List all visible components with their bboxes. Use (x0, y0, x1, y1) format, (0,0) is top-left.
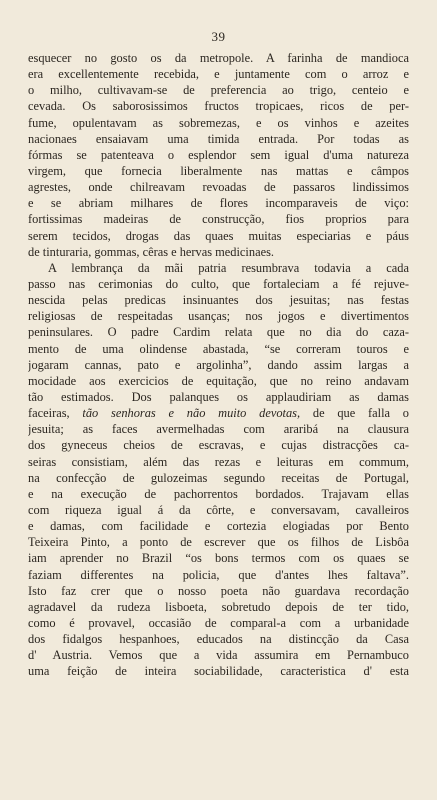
line-start: faceiras, (28, 406, 70, 421)
text-line: fume, opulentavam as sobremezas, e os vinhos e azeites (28, 115, 409, 130)
text-line: Teixeira Pinto, a ponto de escrever que os filhos de Lisbôa (28, 535, 409, 550)
body-text (28, 50, 409, 679)
text-line-with-italic (28, 405, 409, 421)
text-line: e se abriam milhares de flores incomparaveis de viço: (28, 196, 409, 211)
text-line: fortissimas madeiras de construcção, fios proprios para (28, 212, 409, 227)
text-line: virgem, que fornecia liberalmente nas mattas e câmpos (28, 163, 409, 178)
text-line: faziam differentes na policia, que d'antes lhes faltava”. (28, 567, 409, 582)
line-end: de que falla o (312, 406, 409, 421)
text-line: dos fidalgos hespanhoes, educados na distincção da Casa (28, 632, 409, 647)
text-line: agrestes, onde chilreavam revoadas de passaros lindissimos (28, 180, 409, 195)
text-line: religiosas de respeitadas usanças; nos jogos e divertimentos (28, 309, 409, 324)
text-line: e damas, com facilidade e cortezia elogiadas por Bento (28, 519, 409, 534)
text-line: Isto faz crer que o nosso poeta não guardava recordação (28, 583, 409, 598)
text-line: mocidade aos exercicios de equitação, que no reino andavam (28, 373, 409, 388)
text-line: jogaram cannas, pato e argolinha”, dando assim largas a (28, 357, 409, 372)
text-line: na confecção de gulozeimas segundo receitas de Portugal, (28, 470, 409, 485)
page-number: 39 (211, 29, 226, 44)
text-line: fórmas se patenteava o esplendor sem igual d'uma natureza (28, 147, 409, 162)
text-line: nacionaes ensaiavam uma timida entrada. Por todas as (28, 131, 409, 146)
text-line: agradavel da rudeza lisboeta, sobretudo depois de ter tido, (28, 599, 409, 614)
text-line: seiras consistiam, além das rezas e leituras em commum, (28, 454, 409, 469)
paragraph-2 (28, 260, 409, 680)
text-line: o milho, cultivavam-se de preferencia ao trigo, centeio e (28, 83, 409, 98)
text-line: A lembrança da mãi patria resumbrava todavia a cada (48, 260, 409, 275)
text-line: uma feição de inteira sociabilidade, caracteristica d' esta (28, 664, 409, 679)
text-line: com riqueza igual á da côrte, e conversavam, cavalleiros (28, 502, 409, 517)
text-line: serem tecidos, drogas das quaes muitas especiarias e páus (28, 228, 409, 243)
text-line: de tinturaria, gommas, cêras e hervas medicinaes. (28, 244, 274, 259)
text-line: cevada. Os saborosissimos fructos tropicaes, ricos de per- (28, 99, 409, 114)
text-line: mento de uma olindense abastada, “se correram touros e (28, 341, 409, 356)
text-line: iam aprender no Brazil “os bons termos com os quaes se (28, 551, 409, 566)
paragraph-1 (28, 50, 409, 260)
text-line: jesuita; as faces avermelhadas com araribá na clausura (28, 422, 409, 437)
italic-phrase: tão senhoras e não muito devotas, (82, 406, 301, 421)
text-line: peninsulares. O padre Cardim relata que no dia do caza- (28, 325, 409, 340)
text-line: dos gyneceus cheios de escravas, e cujas distracções ca- (28, 438, 409, 453)
text-line: e na execução de pachorrentos bordados. Trajavam ellas (28, 486, 409, 501)
text-line: era excellentemente recebida, e juntamente com o arroz e (28, 67, 409, 82)
text-line: esquecer no gosto os da metropole. A farinha de mandioca (28, 51, 409, 65)
text-line: como é provavel, occasião de comparal-a com a urbanidade (28, 615, 409, 630)
text-line: passo nas cerimonias do culto, que fortaleciam a fé rejuve- (28, 276, 409, 291)
text-line: tão estimados. Dos palanques os applaudiriam as damas (28, 389, 409, 404)
text-line: d' Austria. Vemos que a vida assumira em Pernambuco (28, 648, 409, 663)
text-line: nescida pelas predicas insinuantes dos jesuitas; nas festas (28, 293, 409, 308)
